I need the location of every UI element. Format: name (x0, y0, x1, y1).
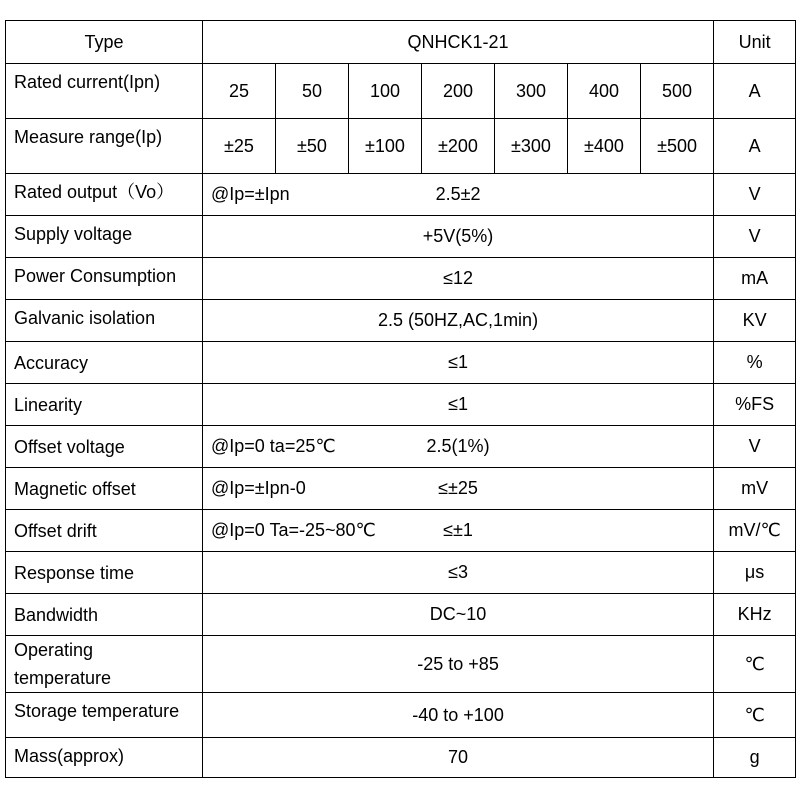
operating-temperature-unit: ℃ (714, 636, 796, 693)
rated-current-value: 25 (203, 64, 276, 119)
bandwidth-unit: KHz (714, 594, 796, 636)
storage-temperature-label: Storage temperature (6, 693, 203, 738)
bandwidth-label: Bandwidth (6, 594, 203, 636)
measure-range-value: ±50 (276, 119, 349, 174)
bandwidth-value: DC~10 (203, 594, 714, 636)
response-time-value: ≤3 (203, 552, 714, 594)
accuracy-value: ≤1 (203, 342, 714, 384)
rated-current-value: 200 (422, 64, 495, 119)
response-time-label: Response time (6, 552, 203, 594)
bandwidth-row (6, 594, 796, 636)
galvanic-isolation-unit: KV (714, 300, 796, 342)
operating-temperature-label-line2: temperature (14, 668, 112, 688)
magnetic-offset-condition: @Ip=±Ipn-0 (211, 478, 306, 498)
supply-voltage-unit: V (714, 216, 796, 258)
mass-label: Mass(approx) (6, 738, 203, 778)
power-consumption-label: Power Consumption (6, 258, 203, 300)
header-row (6, 21, 796, 64)
rated-output-unit: V (714, 174, 796, 216)
magnetic-offset-unit: mV (714, 468, 796, 510)
offset-voltage-condition: @Ip=0 ta=25℃ (211, 436, 336, 456)
rated-current-label: Rated current(Ipn) (6, 64, 203, 119)
rated-output-label: Rated output（Vo） (6, 174, 203, 216)
power-consumption-row (6, 258, 796, 300)
operating-temperature-row (6, 636, 796, 693)
storage-temperature-row (6, 693, 796, 738)
linearity-label: Linearity (6, 384, 203, 426)
model-name: QNHCK1-21 (203, 21, 714, 64)
supply-voltage-row (6, 216, 796, 258)
offset-drift-cell (203, 510, 714, 552)
operating-temperature-label (6, 636, 203, 693)
spec-table (5, 20, 796, 778)
operating-temperature-value: -25 to +85 (203, 636, 714, 693)
supply-voltage-label: Supply voltage (6, 216, 203, 258)
type-header: Type (6, 21, 203, 64)
offset-voltage-row (6, 426, 796, 468)
galvanic-isolation-label: Galvanic isolation (6, 300, 203, 342)
unit-header: Unit (714, 21, 796, 64)
storage-temperature-unit: ℃ (714, 693, 796, 738)
offset-drift-unit: mV/℃ (714, 510, 796, 552)
offset-voltage-label: Offset voltage (6, 426, 203, 468)
measure-range-value: ±400 (568, 119, 641, 174)
response-time-row (6, 552, 796, 594)
rated-current-value: 50 (276, 64, 349, 119)
galvanic-isolation-value: 2.5 (50HZ,AC,1min) (203, 300, 714, 342)
linearity-row (6, 384, 796, 426)
offset-drift-label: Offset drift (6, 510, 203, 552)
rated-current-unit: A (714, 64, 796, 119)
operating-temperature-label-line1: Operating (14, 640, 94, 660)
rated-current-row (6, 64, 796, 119)
offset-drift-condition: @Ip=0 Ta=-25~80℃ (211, 520, 376, 540)
measure-range-value: ±300 (495, 119, 568, 174)
rated-current-value: 100 (349, 64, 422, 119)
accuracy-unit: % (714, 342, 796, 384)
power-consumption-value: ≤12 (203, 258, 714, 300)
rated-output-row (6, 174, 796, 216)
rated-current-value: 300 (495, 64, 568, 119)
rated-output-cell (203, 174, 714, 216)
accuracy-label: Accuracy (6, 342, 203, 384)
linearity-unit: %FS (714, 384, 796, 426)
storage-temperature-value: -40 to +100 (203, 693, 714, 738)
measure-range-value: ±500 (641, 119, 714, 174)
mass-row (6, 738, 796, 778)
offset-voltage-cell (203, 426, 714, 468)
magnetic-offset-label: Magnetic offset (6, 468, 203, 510)
measure-range-unit: A (714, 119, 796, 174)
linearity-value: ≤1 (203, 384, 714, 426)
offset-drift-value: ≤±1 (443, 520, 473, 540)
rated-output-condition: @Ip=±Ipn (211, 184, 290, 204)
rated-current-value: 500 (641, 64, 714, 119)
offset-drift-row (6, 510, 796, 552)
measure-range-row (6, 119, 796, 174)
mass-unit: g (714, 738, 796, 778)
mass-value: 70 (203, 738, 714, 778)
response-time-unit: μs (714, 552, 796, 594)
magnetic-offset-value: ≤±25 (438, 478, 478, 498)
galvanic-isolation-row (6, 300, 796, 342)
measure-range-value: ±200 (422, 119, 495, 174)
offset-voltage-unit: V (714, 426, 796, 468)
measure-range-label: Measure range(Ip) (6, 119, 203, 174)
offset-voltage-value: 2.5(1%) (426, 436, 490, 456)
measure-range-value: ±100 (349, 119, 422, 174)
measure-range-value: ±25 (203, 119, 276, 174)
power-consumption-unit: mA (714, 258, 796, 300)
accuracy-row (6, 342, 796, 384)
magnetic-offset-row (6, 468, 796, 510)
rated-current-value: 400 (568, 64, 641, 119)
rated-output-value: 2.5±2 (435, 184, 481, 204)
magnetic-offset-cell (203, 468, 714, 510)
supply-voltage-value: +5V(5%) (203, 216, 714, 258)
